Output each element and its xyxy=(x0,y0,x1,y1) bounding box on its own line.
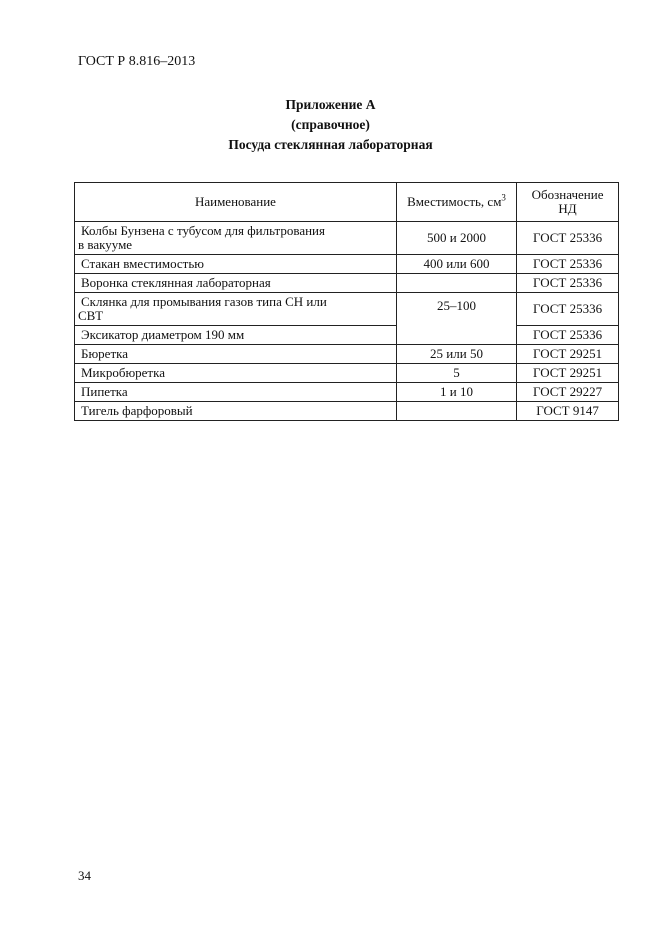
row-name: Бюретка xyxy=(75,345,397,364)
row-capacity: 25 или 50 xyxy=(396,345,516,364)
document-header: ГОСТ Р 8.816–2013 xyxy=(78,54,196,69)
appendix-title xyxy=(0,95,661,155)
row-name: Тигель фарфоровый xyxy=(75,402,397,421)
table-row xyxy=(75,222,619,255)
row-name: Стакан вместимостью xyxy=(75,255,397,274)
header-code-line1: Обозначение xyxy=(531,186,604,202)
page-number: 34 xyxy=(78,868,91,883)
header-code-line2: НД xyxy=(558,201,577,216)
table-row xyxy=(75,402,619,421)
row-capacity xyxy=(396,402,516,421)
glassware-table xyxy=(74,182,619,421)
row-name xyxy=(75,293,397,326)
row-code: ГОСТ 25336 xyxy=(517,326,619,345)
appendix-heading: Посуда стеклянная лабораторная xyxy=(228,137,433,152)
header-capacity-text: Вместимость, см xyxy=(407,193,502,209)
table-row xyxy=(75,326,619,345)
row-code: ГОСТ 25336 xyxy=(517,293,619,326)
row-code: ГОСТ 25336 xyxy=(517,255,619,274)
row-name: Эксикатор диаметром 190 мм xyxy=(75,326,397,345)
row-name-line1: Колбы Бунзена с тубусом для фильтрования xyxy=(81,222,325,238)
header-capacity-unit-sup: 3 xyxy=(501,192,506,203)
table-row xyxy=(75,364,619,383)
row-code: ГОСТ 29251 xyxy=(517,345,619,364)
row-capacity xyxy=(396,274,516,293)
header-name: Наименование xyxy=(75,183,397,222)
row-capacity: 1 и 10 xyxy=(396,383,516,402)
row-capacity: 25–100 xyxy=(396,293,516,345)
row-name: Микробюретка xyxy=(75,364,397,383)
row-code: ГОСТ 29251 xyxy=(517,364,619,383)
row-name-line2: СВТ xyxy=(78,308,104,323)
appendix-label: Приложение А xyxy=(285,97,376,112)
table-row xyxy=(75,293,619,326)
row-name-line1: Склянка для промывания газов типа СН или xyxy=(81,293,327,309)
row-name xyxy=(75,222,397,255)
table-row xyxy=(75,274,619,293)
row-code: ГОСТ 25336 xyxy=(517,222,619,255)
table-header-row xyxy=(75,183,619,222)
appendix-type: (справочное) xyxy=(291,117,370,132)
row-code: ГОСТ 25336 xyxy=(517,274,619,293)
table-row xyxy=(75,255,619,274)
header-code xyxy=(517,183,619,222)
row-name: Пипетка xyxy=(75,383,397,402)
row-code: ГОСТ 9147 xyxy=(517,402,619,421)
table-row xyxy=(75,345,619,364)
row-code: ГОСТ 29227 xyxy=(517,383,619,402)
row-capacity: 400 или 600 xyxy=(396,255,516,274)
row-capacity: 500 и 2000 xyxy=(396,222,516,255)
header-capacity xyxy=(396,183,516,222)
row-name-line2: в вакууме xyxy=(78,237,133,252)
row-name: Воронка стеклянная лабораторная xyxy=(75,274,397,293)
row-capacity: 5 xyxy=(396,364,516,383)
table-row xyxy=(75,383,619,402)
